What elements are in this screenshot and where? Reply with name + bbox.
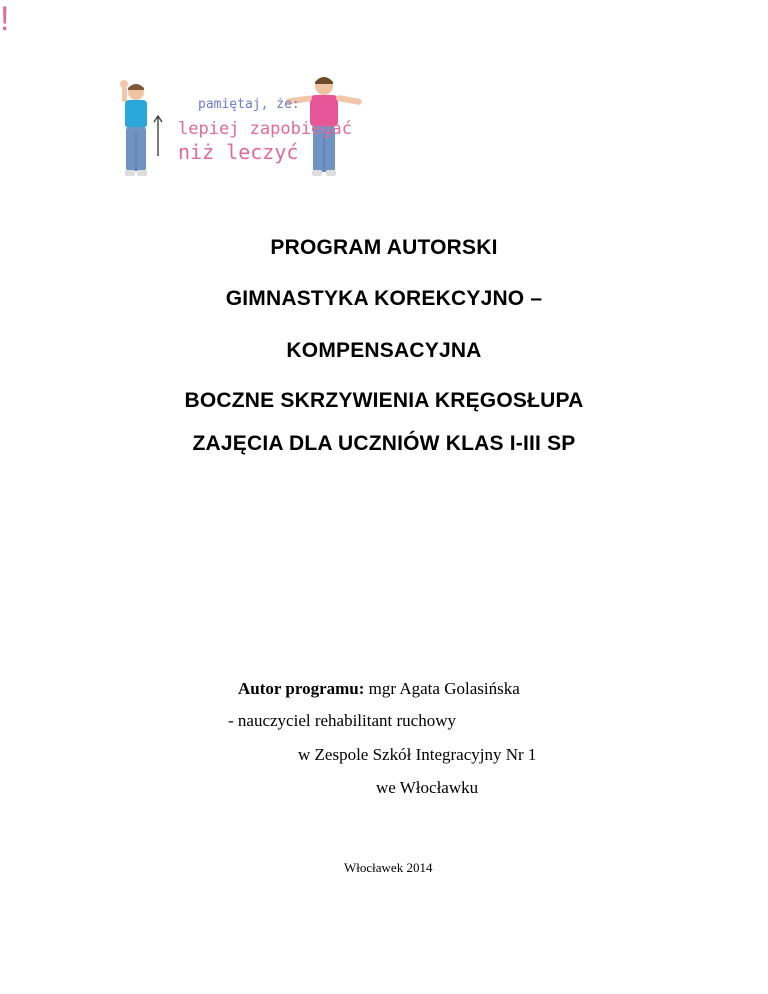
author-role: - nauczyciel rehabilitant ruchowy: [228, 711, 456, 730]
author-city: we Włocławku: [376, 778, 479, 797]
author-line: [238, 679, 520, 699]
author-name: mgr Agata Golasińska: [364, 679, 520, 698]
title-line-5: ZAJĘCIA DLA UCZNIÓW KLAS I-III SP: [192, 432, 576, 455]
slogan-exclamation: !: [0, 0, 10, 38]
place-date: Włocławek 2014: [344, 860, 433, 875]
title-line-3: KOMPENSACYJNA: [286, 339, 482, 362]
author-school: w Zespole Szkół Integracyjny Nr 1: [298, 745, 537, 764]
slogan-line-3: niż leczyć: [178, 140, 299, 164]
author-label: Autor programu:: [238, 679, 365, 698]
title-line-1: PROGRAM AUTORSKI: [270, 236, 498, 259]
boy-figure: [120, 80, 147, 176]
title-line-4: BOCZNE SKRZYWIENIA KRĘGOSŁUPA: [184, 389, 584, 412]
arrow-up-icon: [154, 116, 162, 156]
slogan-line-1: pamiętaj, że:: [198, 97, 300, 112]
slogan-line-2: lepiej zapobiegać: [178, 119, 352, 139]
title-line-2: GIMNASTYKA KOREKCYJNO –: [225, 287, 543, 310]
